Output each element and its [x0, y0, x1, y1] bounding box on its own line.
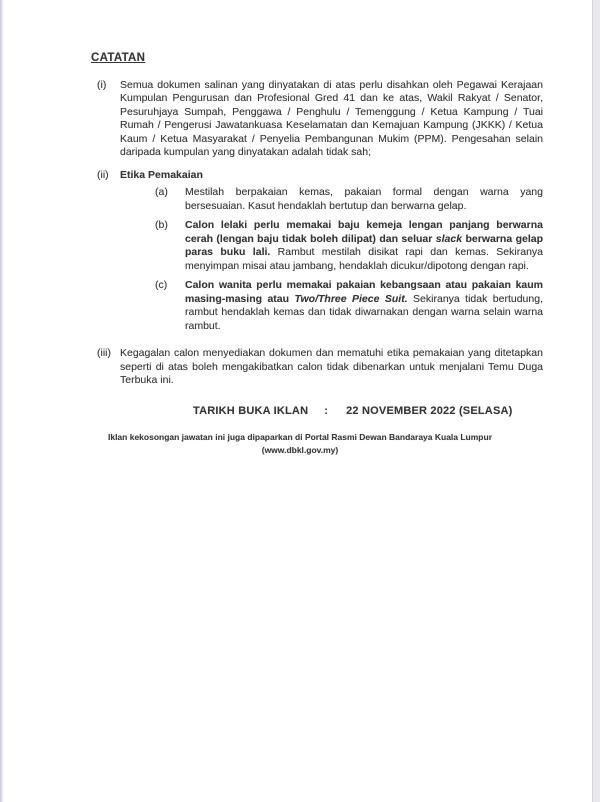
- page-right-edge: [592, 0, 600, 802]
- note-text-bold: Calon lelaki perlu memakai baju kemeja lengan panjang berwarna cerah (lengan baju tidak boleh dilipat) dan seluar: [185, 219, 543, 245]
- note-item-ii-b: [155, 219, 543, 273]
- note-text: [185, 279, 543, 333]
- note-item-i: [91, 79, 543, 160]
- note-text: Semua dokumen salinan yang dinyatakan di atas perlu disahkan oleh Pegawai Kerajaan Kumpulan Pengurusan dan Profesional Gred 41 dan ke atas, Wakil Rakyat / Senator, Pesuruhjaya Sumpah, Penggawa / Penghulu / Temenggung / Ketua Kampung / Tuai Rumah / Pengerusi Jawatankuasa Keselamatan dan Kemajuan Kampung (JKKK) / Ketua Kaum / Ketua Masyarakat / Penyelia Pembangunan Mukim (PPM). Pengesahan selain daripada kumpulan yang dinyatakan adalah tidak sah;: [120, 78, 543, 158]
- note-label: (iii): [97, 347, 111, 359]
- note-text-regular: Rambut mestilah disikat rapi dan kemas. Sekiranya menyimpan misai atau jambang, hendaklah dicukur/dipotong dengan rapi.: [185, 246, 543, 272]
- note-label: (ii): [97, 168, 109, 181]
- advert-date-separator: :: [324, 404, 329, 417]
- note-text-bold: Calon wanita perlu memakai pakaian kebangsaan atau pakaian kaum masing-masing atau: [185, 279, 543, 305]
- note-text: Kegagalan calon menyediakan dokumen dan mematuhi etika pemakaian yang ditetapkan seperti di atas boleh mengakibatkan calon tidak dibenarkan untuk menjalani Temu Duga Terbuka ini.: [120, 347, 543, 386]
- note-text-bold-italic: slack: [435, 232, 463, 245]
- page-left-edge: [0, 0, 3, 802]
- footer-note: [0, 431, 600, 457]
- note-text-regular: Sekiranya tidak bertudung, rambut hendaklah kemas dan tidak diwarnakan dengan warna selain warna rambut.: [185, 292, 543, 332]
- note-item-iii: [91, 347, 543, 388]
- note-text-bold: berwarna gelap paras buku lali.: [185, 232, 544, 258]
- advert-date-label: TARIKH BUKA IKLAN: [193, 404, 309, 417]
- note-label: (a): [155, 186, 168, 198]
- note-label: (i): [97, 78, 107, 91]
- note-text: [185, 219, 543, 273]
- footer-line2: (www.dbkl.gov.my): [261, 445, 339, 455]
- advert-date-line: [193, 405, 543, 419]
- footer-line1: Iklan kekosongan jawatan ini juga dipaparkan di Portal Rasmi Dewan Bandaraya Kuala Lumpur: [107, 432, 493, 442]
- advert-date-value: 22 NOVEMBER 2022 (SELASA): [346, 404, 513, 417]
- note-label: (b): [155, 219, 168, 231]
- note-text-bold-italic: Two/Three Piece Suit.: [294, 292, 408, 305]
- note-item-ii: [91, 169, 543, 183]
- note-item-ii-a: [155, 186, 543, 213]
- note-label: (c): [155, 279, 168, 291]
- note-item-ii-c: [155, 279, 543, 333]
- note-text: Mestilah berpakaian kemas, pakaian formal dengan warna yang bersesuaian. Kasut hendaklah bertutup dan berwarna gelap.: [185, 186, 543, 212]
- note-subheading: Etika Pemakaian: [120, 168, 203, 181]
- section-heading: CATATAN: [91, 52, 146, 64]
- document-content: [91, 52, 543, 418]
